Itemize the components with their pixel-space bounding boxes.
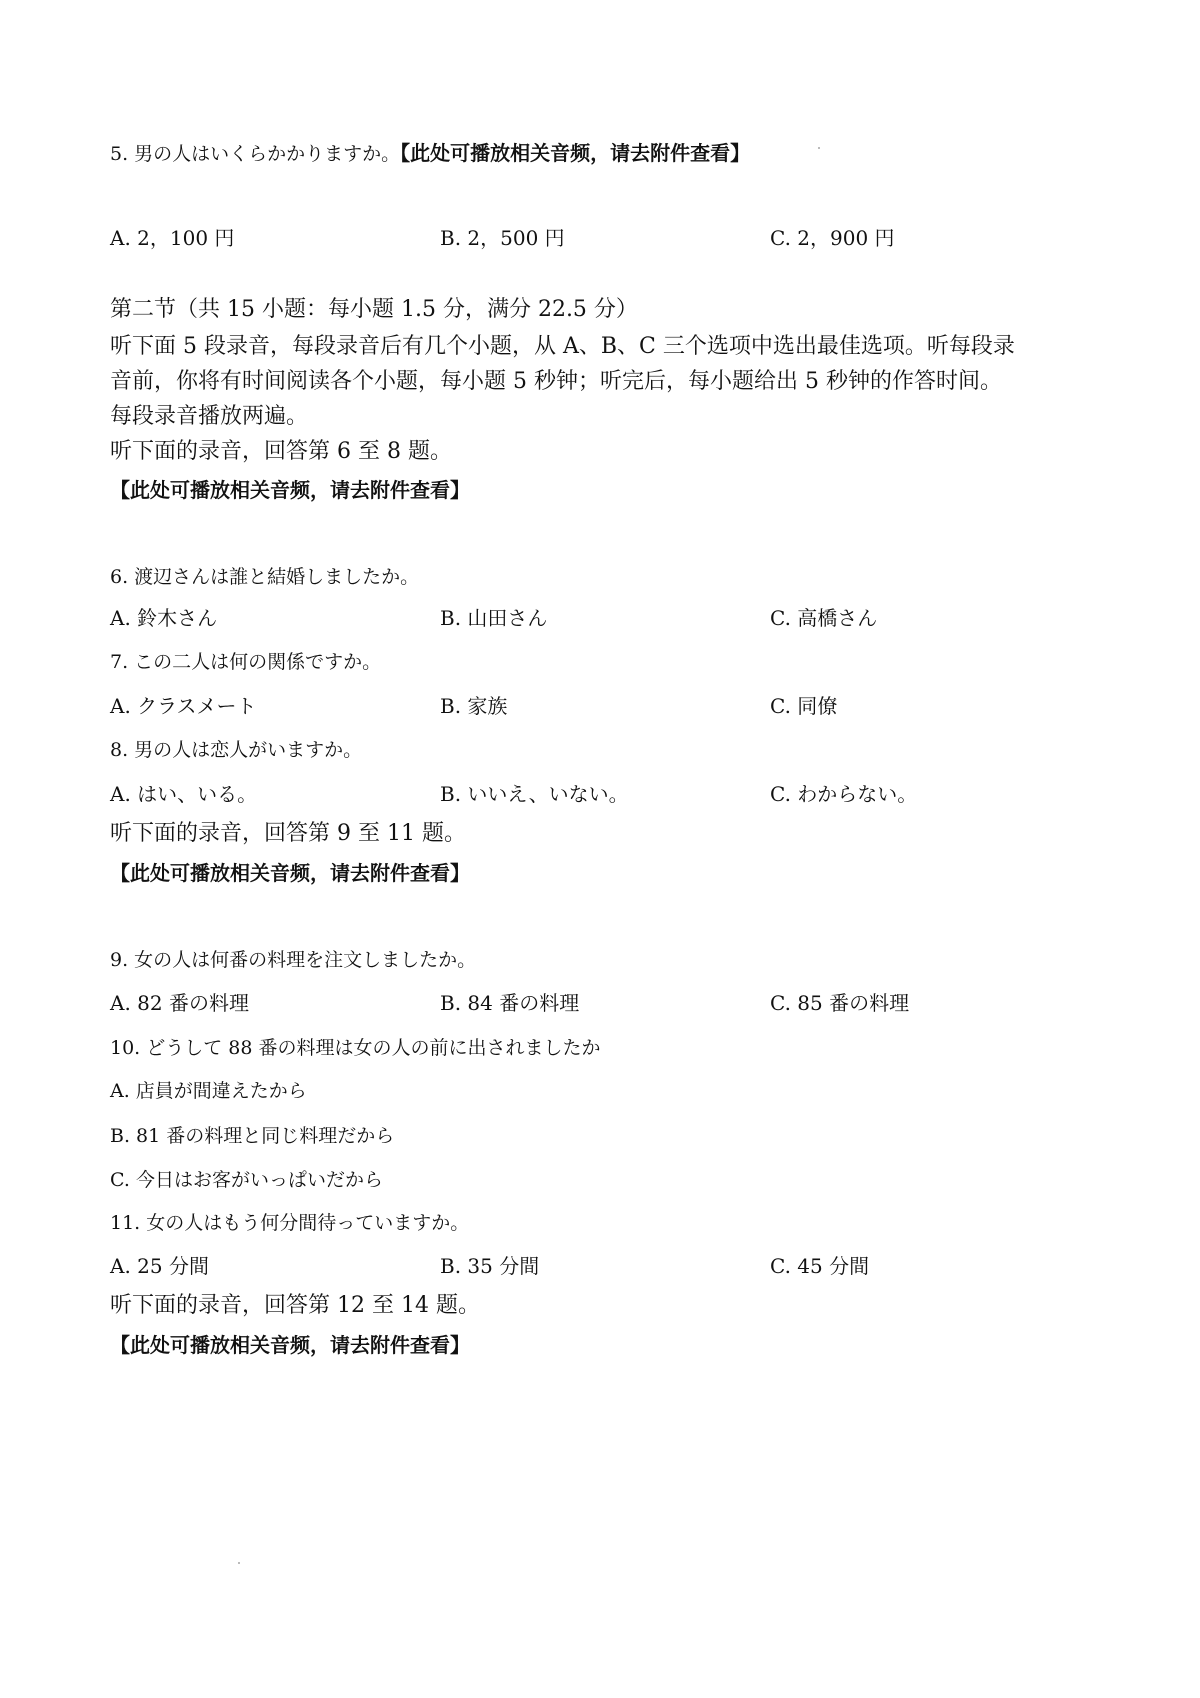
group1-intro: 听下面的录音，回答第 6 至 8 题。 [110,439,452,464]
q11-option-c[interactable]: C. 45 分間 [770,1254,870,1278]
group2-audio-note[interactable]: 【此处可播放相关音频，请去附件查看】 [110,861,470,885]
q8-option-c[interactable]: C. わからない。 [770,782,918,806]
section2-instructions-line-2: 音前，你将有时间阅读各个小题，每小题 5 秒钟；听完后，每小题给出 5 秒钟的作答时间。 [110,369,1002,394]
q8-stem: 8. 男の人は恋人がいますか。 [110,739,363,761]
q5-options [0,222,1200,252]
q8-option-a[interactable]: A. はい、いる。 [110,782,258,806]
q5-line [110,137,750,166]
q10-option-a[interactable]: A. 店員が間違えたから [110,1080,307,1102]
q6-option-c[interactable]: C. 高橋さん [770,606,878,630]
q5-stem: 5. 男の人はいくらかかりますか。 [110,143,401,165]
q7-stem: 7. この二人は何の関係ですか。 [110,651,382,673]
group1-audio-note[interactable]: 【此处可播放相关音频，请去附件查看】 [110,478,470,502]
q11-option-a[interactable]: A. 25 分間 [110,1254,209,1278]
q11-option-b[interactable]: B. 35 分間 [440,1254,540,1278]
q9-option-c[interactable]: C. 85 番の料理 [770,991,910,1015]
scan-speck [818,147,820,149]
q7-options [0,690,1200,720]
q6-option-b[interactable]: B. 山田さん [440,606,548,630]
q5-option-b[interactable]: B. 2，500 円 [440,226,565,250]
q6-options [0,602,1200,632]
q7-option-b[interactable]: B. 家族 [440,694,508,718]
q10-stem: 10. どうして 88 番の料理は女の人の前に出されましたか [110,1037,601,1059]
q5-option-c[interactable]: C. 2，900 円 [770,226,895,250]
q10-option-c[interactable]: C. 今日はお客がいっぱいだから [110,1169,383,1191]
q9-options [0,987,1200,1017]
q6-stem: 6. 渡辺さんは誰と結婚しましたか。 [110,566,420,588]
q5-audio-note[interactable]: 【此处可播放相关音频，请去附件查看】 [400,141,751,165]
q11-stem: 11. 女の人はもう何分間待っていますか。 [110,1212,470,1234]
q8-option-b[interactable]: B. いいえ、いない。 [440,782,629,806]
q11-options [0,1250,1200,1280]
q8-options [0,778,1200,808]
section2-instructions-line-1: 听下面 5 段录音，每段录音后有几个小题，从 A、B、C 三个选项中选出最佳选项。听每段录 [110,334,1015,359]
q9-stem: 9. 女の人は何番の料理を注文しましたか。 [110,949,477,971]
section2-heading: 第二节（共 15 小题：每小题 1.5 分，满分 22.5 分） [110,297,638,322]
q6-option-a[interactable]: A. 鈴木さん [110,606,218,630]
q9-option-a[interactable]: A. 82 番の料理 [110,991,249,1015]
group3-audio-note[interactable]: 【此处可播放相关音频，请去附件查看】 [110,1333,470,1357]
group3-intro: 听下面的录音，回答第 12 至 14 题。 [110,1293,480,1318]
q10-option-b[interactable]: B. 81 番の料理と同じ料理だから [110,1125,395,1147]
section2-instructions-line-3: 每段录音播放两遍。 [110,404,309,429]
q5-option-a[interactable]: A. 2，100 円 [110,226,235,250]
q7-option-a[interactable]: A. クラスメート [110,694,257,718]
scan-speck [238,1562,240,1564]
q7-option-c[interactable]: C. 同僚 [770,694,838,718]
q9-option-b[interactable]: B. 84 番の料理 [440,991,580,1015]
group2-intro: 听下面的录音，回答第 9 至 11 题。 [110,821,466,846]
